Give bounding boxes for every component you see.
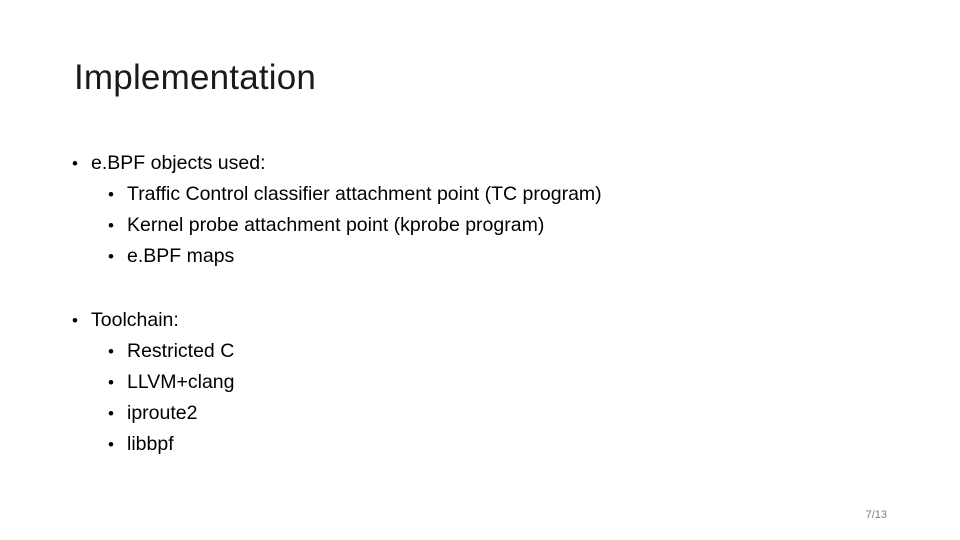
bullet-icon: • bbox=[72, 311, 78, 330]
page-number: 7/13 bbox=[865, 509, 887, 521]
bullet-item bbox=[72, 305, 892, 336]
sub-bullet-text: e.BPF maps bbox=[127, 245, 235, 267]
sub-bullet-item bbox=[72, 241, 892, 272]
bullet-icon: • bbox=[108, 342, 114, 361]
bullet-icon: • bbox=[108, 373, 114, 392]
bullet-icon: • bbox=[108, 435, 114, 454]
slide-body bbox=[72, 148, 892, 493]
bullet-text: Toolchain: bbox=[91, 309, 179, 331]
sub-bullet-text: libbpf bbox=[127, 433, 174, 455]
sub-bullet-item bbox=[72, 210, 892, 241]
bullet-icon: • bbox=[72, 154, 78, 173]
sub-bullet-item bbox=[72, 336, 892, 367]
sub-bullet-text: LLVM+clang bbox=[127, 371, 235, 393]
sub-bullet-text: Kernel probe attachment point (kprobe program) bbox=[127, 214, 545, 236]
bullet-icon: • bbox=[108, 216, 114, 235]
bullet-icon: • bbox=[108, 247, 114, 266]
sub-bullet-text: Restricted C bbox=[127, 340, 235, 362]
bullet-icon: • bbox=[108, 185, 114, 204]
bullet-group-toolchain bbox=[72, 305, 892, 460]
sub-bullet-item bbox=[72, 367, 892, 398]
bullet-text: e.BPF objects used: bbox=[91, 152, 266, 174]
sub-bullet-item bbox=[72, 179, 892, 210]
bullet-group-ebpf-objects bbox=[72, 148, 892, 272]
sub-bullet-text: Traffic Control classifier attachment point (TC program) bbox=[127, 183, 602, 205]
sub-bullet-text: iproute2 bbox=[127, 402, 198, 424]
slide-title: Implementation bbox=[74, 58, 317, 97]
bullet-icon: • bbox=[108, 404, 114, 423]
sub-bullet-item bbox=[72, 429, 892, 460]
sub-bullet-item bbox=[72, 398, 892, 429]
bullet-item bbox=[72, 148, 892, 179]
